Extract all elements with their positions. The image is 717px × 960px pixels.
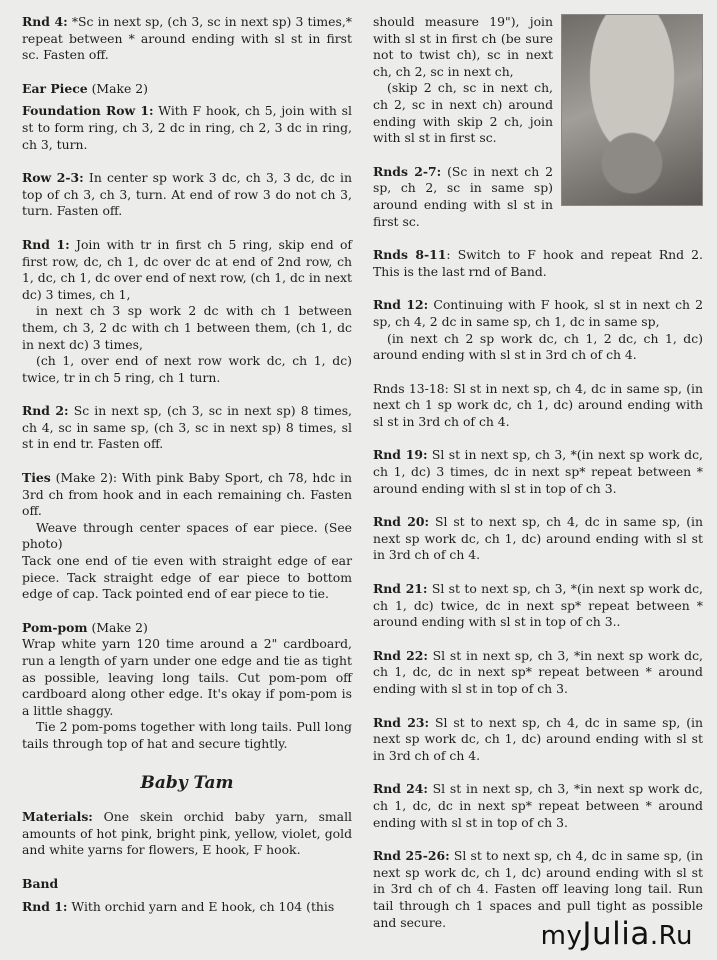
ties-block: [22, 470, 352, 603]
rnd20-block: [373, 514, 703, 564]
band-title: Band: [22, 875, 59, 891]
rnd20-label: Rnd 20:: [373, 514, 430, 530]
watermark-mid: Julia: [582, 916, 650, 952]
band-rnd1-block: [22, 899, 352, 916]
rnd1-text: Join with tr in first ch 5 ring, skip end of first row, dc, ch 1, dc over dc at end of 2nd row, ch 1, dc, ch 1, dc over end of next row, (ch 1, dc in next dc) 3 times, ch 1,: [22, 236, 353, 302]
rnd21-text: Sl st to next sp, ch 3, *(in next sp work dc, ch 1, dc) twice, dc in next sp* repeat between * around ending with sl st in top of ch 3..: [373, 581, 703, 630]
rnd24-block: [373, 781, 703, 831]
rnds1318-block: [373, 381, 703, 431]
rnd1-block: [22, 237, 352, 386]
section-title: Baby Tam: [140, 772, 234, 793]
pompom-block: [22, 620, 352, 753]
rnds27-label: Rnds 2-7:: [373, 163, 442, 179]
rnd21-label: Rnd 21:: [373, 581, 428, 597]
rnds811-label: Rnds 8-11: [373, 247, 447, 263]
rnd22-label: Rnd 22:: [373, 647, 428, 663]
pompom-p2: Wrap white yarn 120 time around a 2" cardboard, run a length of yarn under one edge and tie as tight as possible, leaving long tails. Cut pom-pom off cardboard along other edge. It's okay if pom-pom is a little shaggy.: [22, 636, 352, 718]
rnd12-label: Rnd 12:: [373, 297, 429, 313]
rnd4-text: *Sc in next sp, (ch 3, sc in next sp) 3 times,* repeat between * around ending with sl st in first sc. Fasten off.: [22, 14, 352, 63]
rnd2-block: [22, 403, 352, 453]
rnd12-text: Continuing with F hook, sl st in next ch 2 sp, ch 4, 2 dc in same sp, ch 1, dc in same sp,: [373, 297, 703, 329]
pompom-label: Pom-pom: [22, 619, 88, 635]
left-column: [22, 14, 352, 932]
rnd4-label: Rnd 4:: [22, 14, 68, 29]
rnds1318-text: Rnds 13-18: Sl st in next sp, ch 4, dc in same sp, (in next ch 1 sp work dc, ch 1, dc) around ending with sl st in 3rd ch of ch 4.: [373, 380, 703, 429]
rnd24-label: Rnd 24:: [373, 781, 428, 797]
rows23-label: Row 2-3:: [22, 170, 84, 186]
ties-label: Ties: [22, 470, 51, 486]
rnd23-text: Sl st to next sp, ch 4, dc in same sp, (in next sp work dc, ch 1, dc) around ending with sl st in 3rd ch of ch 4.: [373, 714, 703, 763]
materials-label: Materials:: [22, 809, 93, 825]
rows23-text: In center sp work 3 dc, ch 3, 3 dc, dc in top of ch 3, ch 3, turn. At end of row 3 do not ch 3, turn. Fasten off.: [22, 170, 352, 219]
band-heading: [22, 876, 352, 893]
ear-piece-title: Ear Piece: [22, 80, 88, 96]
rnd1-p3: (ch 1, over end of next row work dc, ch 1, dc) twice, tr in ch 5 ring, ch 1 turn.: [22, 353, 352, 385]
rows23-block: [22, 170, 352, 220]
rnd4-block: [22, 14, 352, 64]
right-column: [373, 14, 703, 948]
rnd19-label: Rnd 19:: [373, 447, 428, 463]
rnd22-text: Sl st in next sp, ch 3, *in next sp work dc, ch 1, dc, dc in next sp* repeat between * around ending with sl st in top of ch 3.: [373, 647, 703, 696]
foundation-text: With F hook, ch 5, join with sl st to form ring, ch 3, 2 dc in ring, ch 2, 3 dc in ring, ch 3, turn.: [22, 103, 352, 152]
ties-p2: Weave through center spaces of ear piece. (See photo): [22, 519, 352, 552]
rnd19-text: Sl st in next sp, ch 3, *(in next sp work dc, ch 1, dc) 3 times, dc in next sp* repeat between * around ending with sl st in top of ch 3.: [373, 447, 703, 496]
rnd2-text: Sc in next sp, (ch 3, sc in next sp) 8 times, ch 4, sc in same sp, (ch 3, sc in next sp) 8 times, sl st in end tr. Fasten off.: [22, 403, 352, 452]
pompom-p3: Tie 2 pom-poms together with long tails. Pull long tails through top of hat and secure tightly.: [22, 719, 352, 751]
cont-p1: should measure 19"), join with sl st in first ch (be sure not to twist ch), sc in next ch, ch 2, sc in next ch,: [373, 14, 553, 79]
materials-text: One skein orchid baby yarn, small amounts of hot pink, bright pink, yellow, violet, gold and white yarns for flowers, E hook, F hook.: [22, 809, 352, 858]
watermark-logo: [541, 916, 693, 952]
rnd2-label: Rnd 2:: [22, 403, 69, 419]
rnd12-p2: (in next ch 2 sp work dc, ch 1, 2 dc, ch 1, dc) around ending with sl st in 3rd ch of ch 4.: [373, 330, 703, 363]
pompom-text: (Make 2): [87, 619, 148, 635]
rnd24-text: Sl st in next sp, ch 3, *in next sp work dc, ch 1, dc, dc in next sp* repeat between * around ending with sl st in top of ch 3.: [373, 781, 703, 830]
band-rnd1-label: Rnd 1:: [22, 898, 68, 914]
rnds27-text: (Sc in next ch 2 sp, ch 2, sc in same sp) around ending with sl st in first sc.: [373, 163, 553, 229]
foundation-label: Foundation Row 1:: [22, 103, 154, 119]
watermark-post: .Ru: [649, 921, 693, 951]
rnd20-text: Sl st to next sp, ch 4, dc in same sp, (in next sp work dc, ch 1, dc) around ending with sl st in 3rd ch of ch 4.: [373, 514, 703, 563]
watermark-pre: my: [540, 921, 583, 951]
band-rnd1-text: With orchid yarn and E hook, ch 104 (this: [67, 898, 335, 914]
rnds811-text: : Switch to F hook and repeat Rnd 2. This is the last rnd of Band.: [373, 247, 703, 279]
rnd19-block: [373, 447, 703, 497]
rnd22-block: [373, 648, 703, 698]
cont-p2: (skip 2 ch, sc in next ch, ch 2, sc in next ch) around ending with skip 2 ch, join with sl st in first sc.: [373, 80, 553, 146]
rnd21-block: [373, 581, 703, 631]
foundation-block: [22, 103, 352, 153]
ear-piece-heading: [22, 81, 352, 98]
ties-p3: Tack one end of tie even with straight edge of ear piece. Tack straight edge of ear piece to bottom edge of cap. Tack pointed end of ear piece to tie.: [22, 553, 352, 602]
rnds811-block: [373, 247, 703, 280]
rnd23-block: [373, 715, 703, 765]
rnd23-label: Rnd 23:: [373, 714, 430, 730]
rnd1-p2: in next ch 3 sp work 2 dc with ch 1 between them, ch 3, 2 dc with ch 1 between them, (ch 1, dc in next dc) 3 times,: [22, 303, 352, 352]
ties-text: (Make 2): With pink Baby Sport, ch 78, hdc in 3rd ch from hook and in each remaining ch. Fasten off.: [22, 470, 352, 519]
rnd12-block: [373, 297, 703, 363]
ear-piece-note: (Make 2): [87, 80, 149, 96]
baby-photo-image: [561, 14, 703, 206]
materials-block: [22, 809, 352, 859]
rnd2526-label: Rnd 25-26:: [373, 848, 450, 864]
rnd1-label: Rnd 1:: [22, 236, 70, 252]
rnd2526-text: Sl st to next sp, ch 4, dc in same sp, (in next sp work dc, ch 1, dc) around ending with sl st in 3rd ch of ch 4. Fasten off leaving long tail. Run tail through ch 1 spaces and pull tight as possible and secure.: [373, 848, 703, 930]
